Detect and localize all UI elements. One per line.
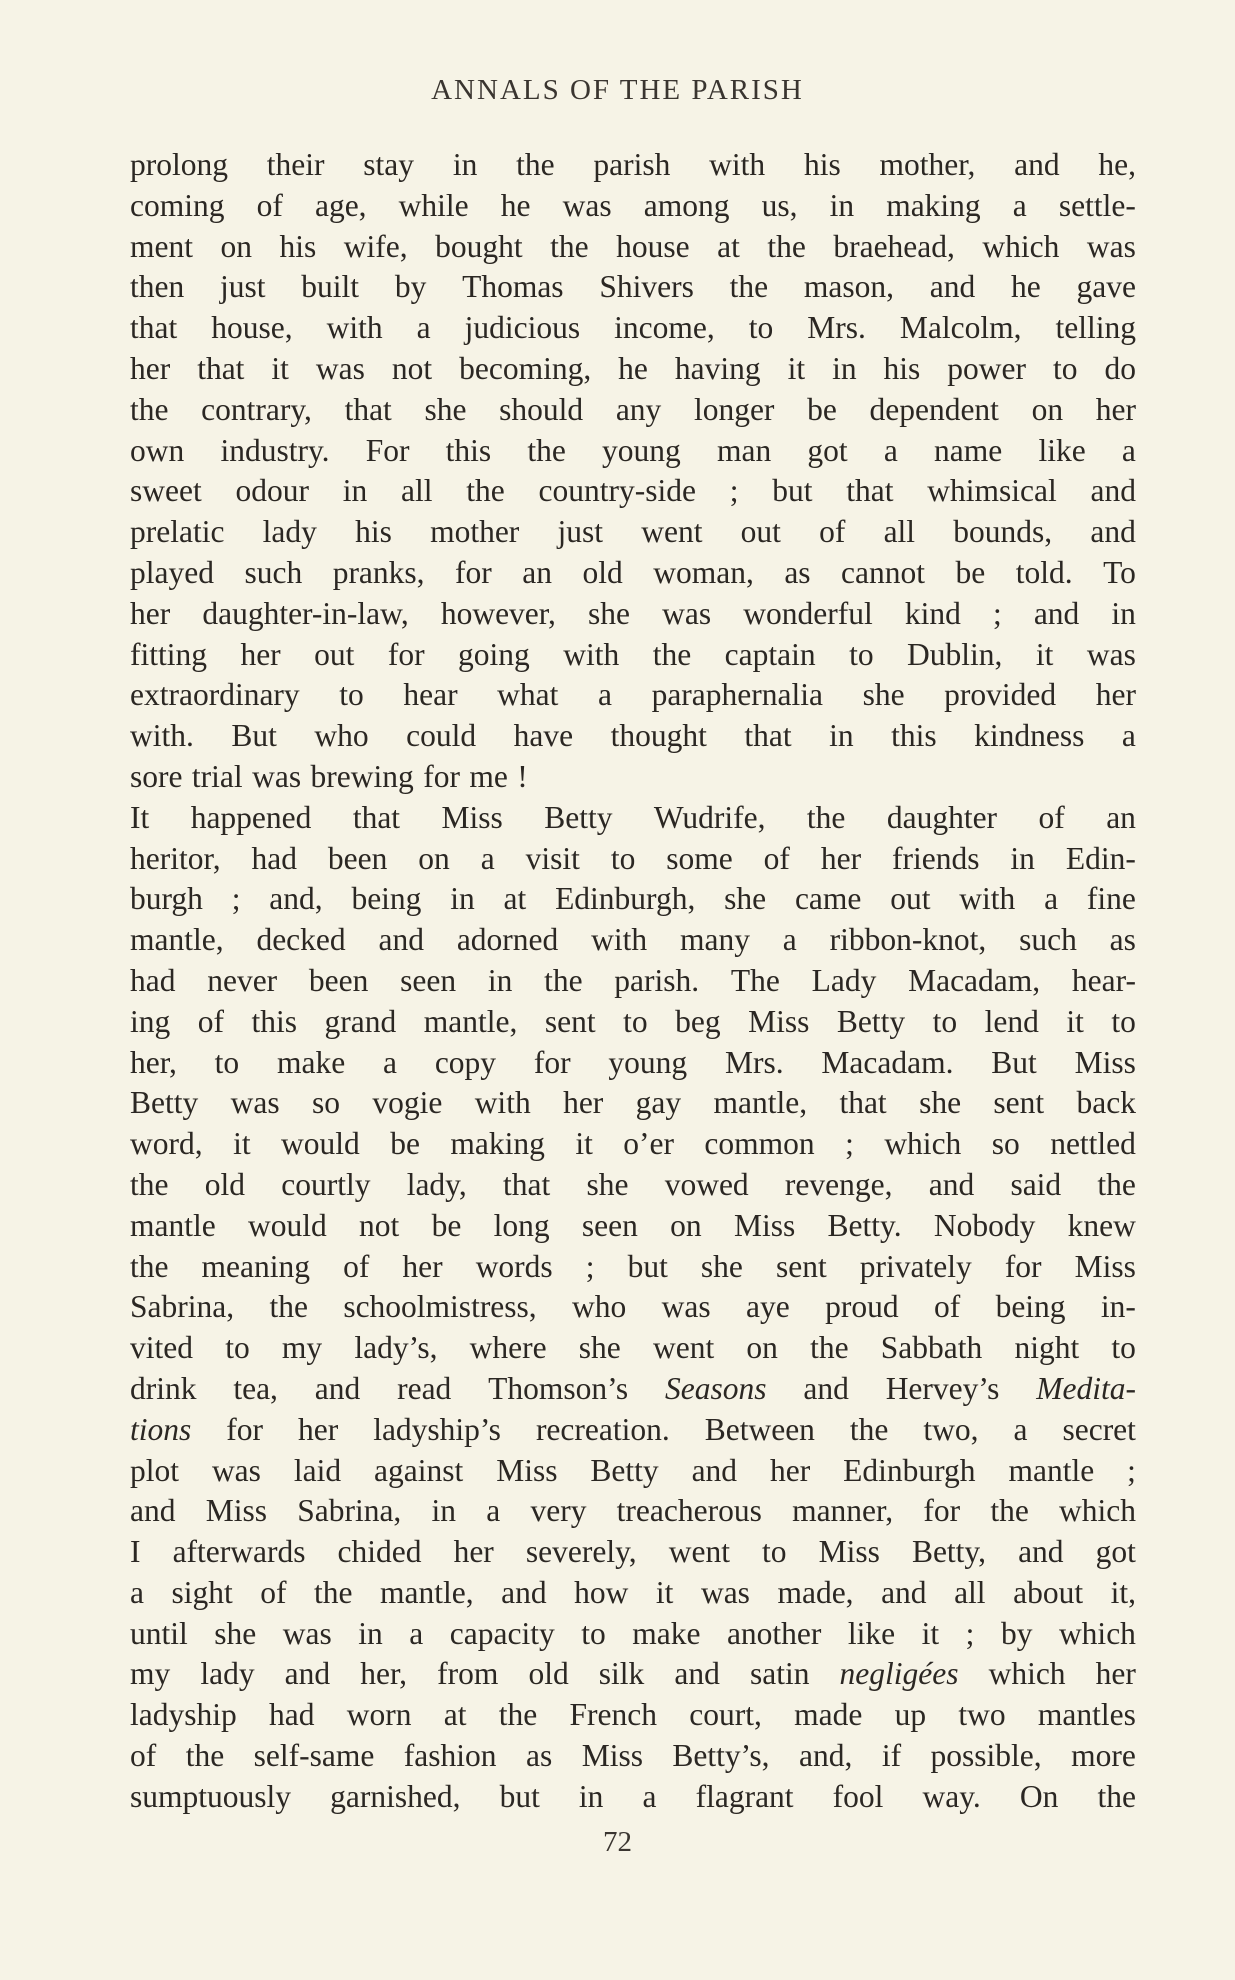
text-line: with. But who could have thought that in this kindness a <box>130 718 1136 754</box>
text-line: sore trial was brewing for me ! <box>130 758 528 794</box>
text-line: coming of age, while he was among us, in making a settle- <box>130 187 1136 223</box>
text-line: own industry. For this the young man got a name like a <box>130 432 1136 468</box>
text-line: had never been seen in the parish. The Lady Macadam, hear- <box>130 962 1136 998</box>
text-line: I afterwards chided her severely, went to Miss Betty, and got <box>130 1534 1136 1570</box>
text-line: until she was in a capacity to make another like it ; by which <box>130 1615 1136 1651</box>
text-line: the old courtly lady, that she vowed revenge, and said the <box>130 1166 1136 1202</box>
text-line: my lady and her, from old silk and satin negligées which her <box>130 1656 1136 1692</box>
text-line: then just built by Thomas Shivers the mason, and he gave <box>130 269 1136 305</box>
text-line: Sabrina, the schoolmistress, who was aye proud of being in- <box>130 1289 1136 1325</box>
page-number: 72 <box>603 1826 632 1858</box>
text-line: tions for her ladyship’s recreation. Between the two, a secret <box>130 1411 1136 1447</box>
text-line: a sight of the mantle, and how it was made, and all about it, <box>130 1574 1136 1610</box>
text-line: fitting her out for going with the captain to Dublin, it was <box>130 636 1136 672</box>
text-line: ing of this grand mantle, sent to beg Miss Betty to lend it to <box>130 1003 1136 1039</box>
text-line: that house, with a judicious income, to Mrs. Malcolm, telling <box>130 310 1136 346</box>
text-line: sumptuously garnished, but in a flagrant fool way. On the <box>130 1778 1136 1814</box>
text-line: It happened that Miss Betty Wudrife, the daughter of an <box>130 799 1136 835</box>
text-line: the meaning of her words ; but she sent privately for Miss <box>130 1248 1136 1284</box>
text-line: word, it would be making it o’er common ; which so nettled <box>130 1126 1136 1162</box>
body-text <box>130 145 1136 1818</box>
text-line: ment on his wife, bought the house at the braehead, which was <box>130 228 1136 264</box>
text-line: Betty was so vogie with her gay mantle, that she sent back <box>130 1085 1136 1121</box>
running-head: ANNALS OF THE PARISH <box>431 74 804 106</box>
text-line: prelatic lady his mother just went out of all bounds, and <box>130 514 1136 550</box>
text-line: mantle, decked and adorned with many a ribbon-knot, such as <box>130 922 1136 958</box>
text-line: vited to my lady’s, where she went on the Sabbath night to <box>130 1330 1136 1366</box>
text-line: sweet odour in all the country-side ; but that whimsical and <box>130 473 1136 509</box>
text-line: her, to make a copy for young Mrs. Macadam. But Miss <box>130 1044 1136 1080</box>
text-line: and Miss Sabrina, in a very treacherous manner, for the which <box>130 1493 1136 1529</box>
text-line: heritor, had been on a visit to some of her friends in Edin- <box>130 840 1136 876</box>
text-line: extraordinary to hear what a paraphernalia she provided her <box>130 677 1136 713</box>
text-line: of the self-same fashion as Miss Betty’s, and, if possible, more <box>130 1738 1136 1774</box>
text-line: plot was laid against Miss Betty and her Edinburgh mantle ; <box>130 1452 1136 1488</box>
text-line: mantle would not be long seen on Miss Betty. Nobody knew <box>130 1207 1136 1243</box>
text-line: ladyship had worn at the French court, made up two mantles <box>130 1697 1136 1733</box>
text-line: drink tea, and read Thomson’s Seasons and Hervey’s Medita- <box>130 1370 1136 1406</box>
text-line: prolong their stay in the parish with his mother, and he, <box>130 147 1136 182</box>
text-line: played such pranks, for an old woman, as cannot be told. To <box>130 554 1136 590</box>
text-line: the contrary, that she should any longer be dependent on her <box>130 391 1136 427</box>
text-line: burgh ; and, being in at Edinburgh, she came out with a fine <box>130 881 1136 917</box>
text-line: her that it was not becoming, he having it in his power to do <box>130 350 1136 386</box>
text-line: her daughter-in-law, however, she was wonderful kind ; and in <box>130 595 1136 631</box>
